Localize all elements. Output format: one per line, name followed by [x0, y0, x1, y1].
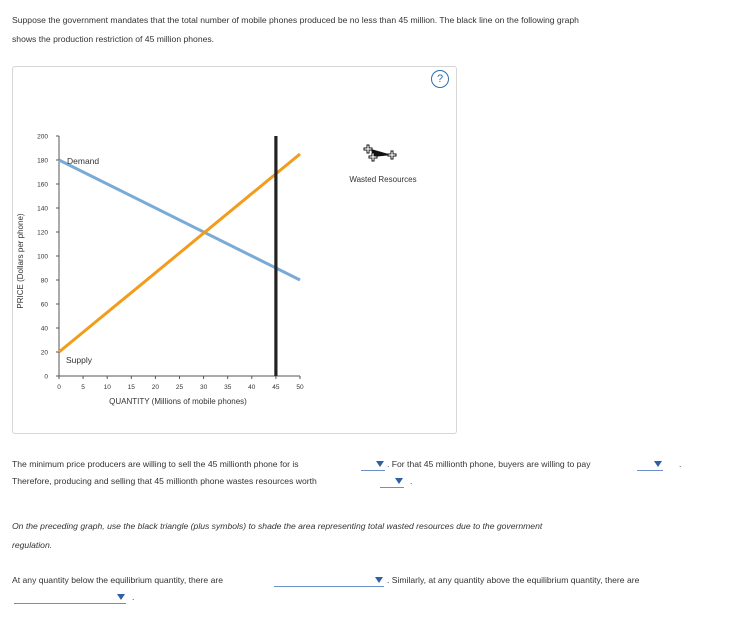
y-tick-label: 100: [37, 253, 48, 261]
q2-text-c: .: [132, 592, 135, 602]
x-tick-label: 25: [175, 384, 184, 391]
chevron-down-icon: [117, 594, 125, 600]
x-tick-label: 45: [272, 384, 280, 391]
demand-label: Demand: [67, 156, 100, 166]
x-tick-label: 30: [199, 384, 208, 391]
x-tick-label: 5: [81, 384, 85, 391]
x-tick-label: 20: [151, 384, 160, 391]
q1-text-b: . For that 45 millionth phone, buyers are willing to pay: [387, 459, 591, 469]
instruction-line-2: regulation.: [12, 540, 53, 550]
y-axis-label: PRICE (Dollars per phone): [16, 213, 25, 309]
x-axis-label: QUANTITY (Millions of mobile phones): [109, 397, 247, 406]
help-button[interactable]: ?: [431, 70, 449, 88]
y-tick-label: 140: [37, 205, 48, 213]
y-tick-label: 160: [37, 181, 48, 189]
y-tick-label: 200: [37, 133, 48, 141]
y-tick-label: 0: [44, 373, 48, 381]
intro-line-1: Suppose the government mandates that the total number of mobile phones produced be no less than 45 million. The black line on the following graph: [12, 15, 579, 25]
q2-text-a: At any quantity below the equilibrium quantity, there are: [12, 575, 223, 585]
supply-label: Supply: [66, 355, 92, 365]
graph-panel: [12, 66, 457, 434]
instruction-line-1: On the preceding graph, use the black triangle (plus symbols) to shade the area representing total wasted resources due to the government: [12, 521, 543, 531]
x-tick-label: 35: [224, 384, 232, 391]
y-tick-label: 80: [40, 277, 48, 285]
chevron-down-icon: [395, 478, 403, 484]
q1-text-c: .: [679, 459, 682, 469]
x-tick-label: 10: [103, 384, 111, 391]
x-tick-label: 50: [296, 384, 304, 391]
x-tick-label: 15: [127, 384, 135, 391]
x-tick-label: 0: [57, 384, 61, 391]
below-equilibrium-dropdown[interactable]: [274, 574, 384, 587]
willing-to-pay-dropdown[interactable]: [637, 458, 663, 471]
chevron-down-icon: [375, 577, 383, 583]
q1-text-a: The minimum price producers are willing to sell the 45 millionth phone for is: [12, 459, 299, 469]
y-tick-label: 20: [40, 349, 48, 357]
chevron-down-icon: [654, 461, 662, 467]
q2-text-b: . Similarly, at any quantity above the equilibrium quantity, there are: [387, 575, 640, 585]
intro-line-2: shows the production restriction of 45 million phones.: [12, 34, 215, 44]
x-tick-label: 40: [248, 384, 256, 391]
y-tick-label: 40: [40, 325, 48, 333]
y-tick-label: 60: [40, 301, 48, 309]
y-tick-label: 180: [37, 157, 48, 165]
min-price-dropdown[interactable]: [361, 458, 385, 471]
wasted-resources-label: Wasted Resources: [349, 175, 417, 184]
y-tick-label: 120: [37, 229, 48, 237]
above-equilibrium-dropdown[interactable]: [14, 591, 126, 604]
wasted-resources-dropdown[interactable]: [380, 475, 404, 488]
q1-text-e: .: [410, 476, 413, 486]
q1-text-d: Therefore, producing and selling that 45 millionth phone wastes resources worth: [12, 476, 317, 486]
chevron-down-icon: [376, 461, 384, 467]
